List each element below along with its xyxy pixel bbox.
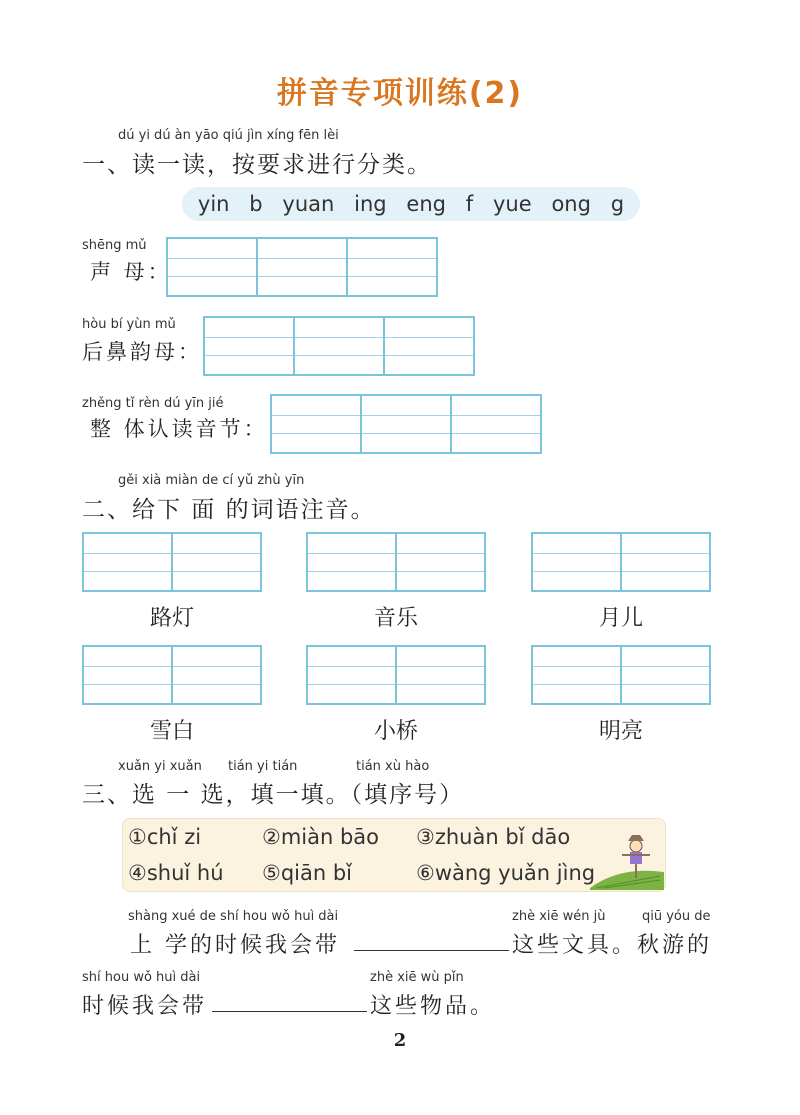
back-nasal-pinyin: hòu bí yùn mǔ <box>82 317 176 332</box>
word-label: 路灯 <box>149 606 194 631</box>
syllable: yin <box>197 192 230 216</box>
writing-cell[interactable] <box>295 318 385 374</box>
section3-pinyin-select: xuǎn yi xuǎn <box>118 759 202 774</box>
word-label: 雪白 <box>149 719 194 744</box>
option-item: ⑥wàng yuǎn jìng <box>416 861 596 885</box>
writing-cell[interactable] <box>258 239 348 295</box>
writing-cell[interactable] <box>452 396 540 452</box>
word-writing-grid[interactable] <box>82 532 262 592</box>
scarecrow-icon <box>590 830 664 890</box>
word-label: 音乐 <box>373 606 418 631</box>
syllable: yue <box>492 192 532 216</box>
option-item: ④shuǐ hú <box>128 861 224 885</box>
sentence2-pinyin: shí hou wǒ huì dài <box>82 970 201 985</box>
whole-syllable-label: 整 体认读音节： <box>90 417 268 441</box>
answer-blank[interactable] <box>212 991 367 1012</box>
word-writing-grid[interactable] <box>306 645 486 705</box>
word-label: 月儿 <box>598 606 643 631</box>
syllable: ing <box>354 192 387 216</box>
sentence1-end: 这些文具。秋游的 <box>512 933 713 958</box>
syllable: f <box>465 192 474 216</box>
back-nasal-writing-grid[interactable] <box>203 316 475 376</box>
sentence2-start: 时候我会带 <box>82 994 208 1019</box>
writing-cell[interactable] <box>173 647 260 703</box>
sentence2-pinyin-b: zhè xiē wù pǐn <box>370 970 464 985</box>
initials-writing-grid[interactable] <box>166 237 438 297</box>
writing-cell[interactable] <box>308 534 397 590</box>
sentence1-pinyin-c: qiū yóu de <box>642 909 711 924</box>
syllable: eng <box>406 192 446 216</box>
writing-cell[interactable] <box>84 534 173 590</box>
option-item: ③zhuàn bǐ dāo <box>416 825 571 849</box>
page-title: 拼音专项训练(2) <box>276 76 524 111</box>
sentence1-pinyin: shàng xué de shí hou wǒ huì dài <box>128 909 339 924</box>
option-item: ⑤qiān bǐ <box>262 861 353 885</box>
section1-heading: 一、读一读，按要求进行分类。 <box>82 152 432 178</box>
whole-syllable-pinyin: zhěng tǐ rèn dú yīn jié <box>82 396 224 411</box>
writing-cell[interactable] <box>397 647 484 703</box>
writing-cell[interactable] <box>622 534 709 590</box>
answer-blank[interactable] <box>354 930 509 951</box>
sentence2-end: 这些物品。 <box>370 994 496 1019</box>
writing-cell[interactable] <box>348 239 436 295</box>
section3-heading: 三、选 一 选，填一填。（填序号） <box>82 782 465 808</box>
syllable-list <box>182 187 640 221</box>
writing-cell[interactable] <box>205 318 295 374</box>
writing-cell[interactable] <box>397 534 484 590</box>
writing-cell[interactable] <box>168 239 258 295</box>
page-number: 2 <box>393 1030 407 1051</box>
initials-label: 声 母： <box>90 260 172 284</box>
word-writing-grid[interactable] <box>306 532 486 592</box>
section2-heading: 二、给下 面 的词语注音。 <box>82 497 376 523</box>
writing-cell[interactable] <box>272 396 362 452</box>
writing-cell[interactable] <box>173 534 260 590</box>
writing-cell[interactable] <box>84 647 173 703</box>
back-nasal-label: 后鼻韵母： <box>82 340 202 364</box>
initials-pinyin: shēng mǔ <box>82 238 147 253</box>
writing-cell[interactable] <box>622 647 709 703</box>
option-item: ②miàn bāo <box>262 825 380 849</box>
syllable: g <box>610 192 625 216</box>
word-writing-grid[interactable] <box>82 645 262 705</box>
writing-cell[interactable] <box>533 647 622 703</box>
writing-cell[interactable] <box>362 396 452 452</box>
word-label: 小桥 <box>373 719 418 744</box>
option-item: ①chǐ zi <box>128 825 202 849</box>
syllable: b <box>249 192 263 216</box>
whole-syllable-writing-grid[interactable] <box>270 394 542 454</box>
sentence1-pinyin-b: zhè xiē wén jù <box>512 909 606 924</box>
syllable: ong <box>551 192 591 216</box>
section3-pinyin-number: tián xù hào <box>356 759 430 774</box>
section1-pinyin: dú yi dú àn yāo qiú jìn xíng fēn lèi <box>118 128 339 143</box>
sentence1-start: 上 学的时候我会带 <box>130 933 340 958</box>
word-label: 明亮 <box>598 719 643 744</box>
word-writing-grid[interactable] <box>531 532 711 592</box>
section2-pinyin: gěi xià miàn de cí yǔ zhù yīn <box>118 473 305 488</box>
word-writing-grid[interactable] <box>531 645 711 705</box>
writing-cell[interactable] <box>308 647 397 703</box>
section3-pinyin-fill: tián yi tián <box>228 759 298 774</box>
writing-cell[interactable] <box>385 318 473 374</box>
writing-cell[interactable] <box>533 534 622 590</box>
syllable: yuan <box>282 192 335 216</box>
